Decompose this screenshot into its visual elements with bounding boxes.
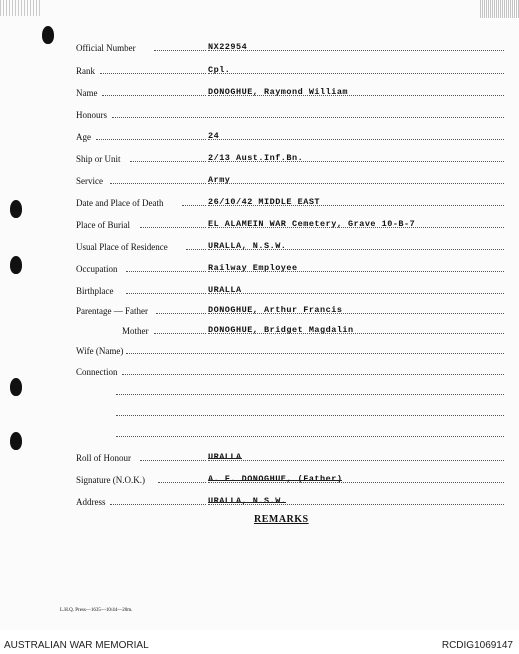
field-rank (76, 63, 506, 79)
field-burial (76, 217, 506, 233)
field-label: Mother (122, 326, 149, 336)
connection-continuation-line (76, 384, 506, 400)
field-label: Connection (76, 367, 118, 377)
field-value: DONOGHUE, Raymond William (208, 87, 349, 97)
field-name (76, 85, 506, 101)
field-label: Usual Place of Residence (76, 242, 168, 252)
field-value: DONOGHUE, Arthur Francis (208, 305, 343, 315)
field-value: URALLA (208, 449, 242, 465)
punch-hole (10, 378, 22, 396)
field-address (76, 494, 506, 510)
field-label: Occupation (76, 264, 118, 274)
punch-hole (42, 26, 54, 44)
field-value: URALLA, N.S.W. (208, 241, 287, 251)
field-official-number (76, 40, 506, 56)
field-wife (76, 343, 506, 359)
field-roll-of-honour (76, 450, 506, 466)
field-connection (76, 364, 506, 380)
remarks-heading: REMARKS (254, 514, 309, 525)
scan-noise (0, 0, 40, 16)
field-label: Rank (76, 66, 95, 76)
field-value: 24 (208, 131, 220, 141)
field-label: Address (76, 497, 106, 507)
field-signature (76, 472, 506, 488)
field-label: Name (76, 88, 98, 98)
field-value: Railway Employee (208, 263, 298, 273)
field-label: Wife (Name) (76, 346, 124, 356)
field-value: NX22954 (208, 42, 248, 52)
archive-credit: AUSTRALIAN WAR MEMORIAL (4, 640, 149, 651)
field-label: Birthplace (76, 286, 114, 296)
field-value: 26/10/42 MIDDLE EAST (208, 197, 321, 207)
field-service (76, 173, 506, 189)
field-value: DONOGHUE, Bridget Magdalin (208, 325, 354, 335)
printer-line: L.H.Q. Press—1635—10/44—20m. (60, 608, 133, 613)
punch-hole (10, 256, 22, 274)
field-occupation (76, 261, 506, 277)
field-label: Ship or Unit (76, 154, 121, 164)
field-value: URALLA, N.S.W. (208, 493, 286, 509)
field-father (76, 303, 506, 319)
connection-continuation-line (76, 405, 506, 421)
field-label: Service (76, 176, 103, 186)
field-value: EL ALAMEIN WAR Cemetery, Grave 10-B-7 (208, 219, 416, 229)
field-residence (76, 239, 506, 255)
field-age (76, 129, 506, 145)
field-ship-unit (76, 151, 506, 167)
field-value: URALLA (208, 285, 242, 295)
field-label: Age (76, 132, 91, 142)
punch-hole (10, 432, 22, 450)
field-value: 2/13 Aust.Inf.Bn. (208, 153, 304, 163)
field-value: Cpl. (208, 65, 231, 75)
field-label: Parentage — Father (76, 306, 148, 316)
field-label: Date and Place of Death (76, 198, 164, 208)
field-label: Place of Burial (76, 220, 130, 230)
scan-noise (480, 0, 519, 18)
record-id: RCDIG1069147 (441, 640, 513, 651)
field-death (76, 195, 506, 211)
field-mother (76, 323, 506, 339)
field-label: Signature (N.O.K.) (76, 475, 145, 485)
field-label: Roll of Honour (76, 453, 131, 463)
connection-continuation-line (76, 426, 506, 442)
field-honours (76, 107, 506, 123)
field-value: A. F. DONOGHUE, (Father) (208, 471, 342, 487)
field-birthplace (76, 283, 506, 299)
punch-hole (10, 200, 22, 218)
field-label: Official Number (76, 43, 136, 53)
field-value: Army (208, 175, 231, 185)
field-label: Honours (76, 110, 107, 120)
